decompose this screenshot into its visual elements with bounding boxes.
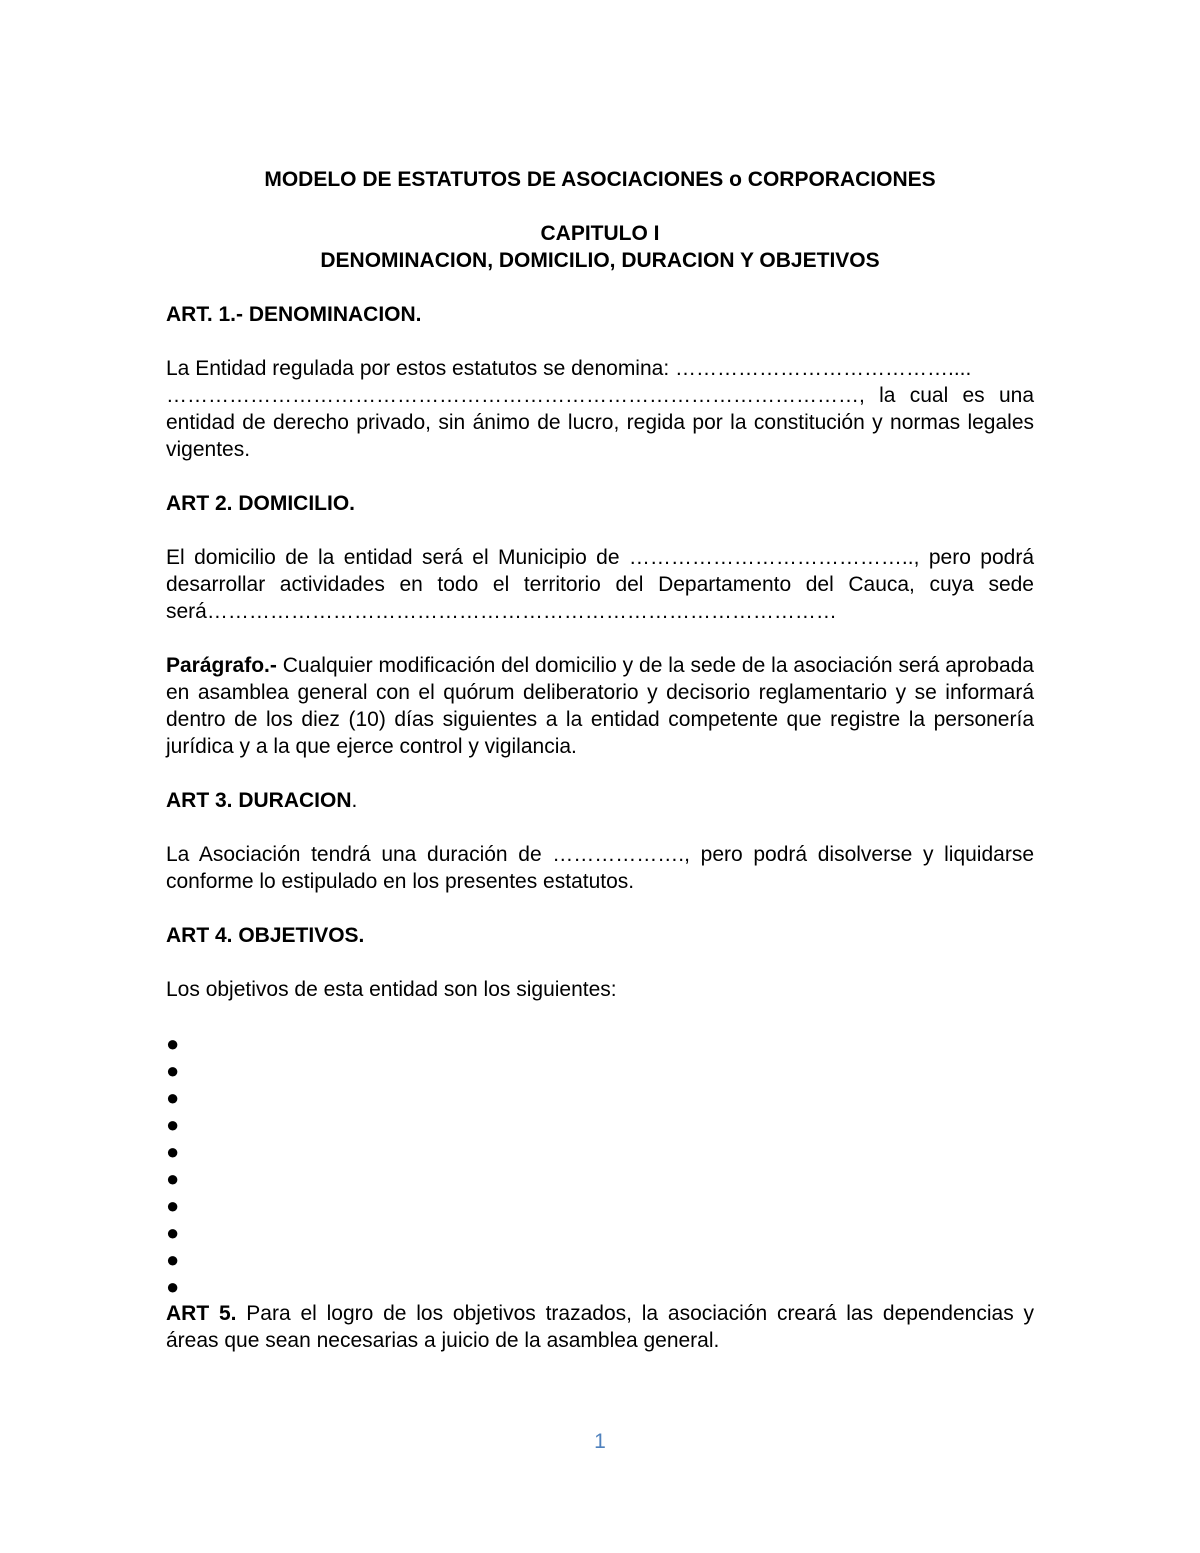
art1-heading: ART. 1.- DENOMINACION.: [166, 303, 422, 326]
art4-text: Los objetivos de esta entidad son los siguientes:: [166, 978, 617, 1001]
paragrafo-label: Parágrafo.-: [166, 654, 277, 677]
chapter-heading: [166, 220, 1034, 274]
art2-heading: ART 2. DOMICILIO.: [166, 492, 355, 515]
art1-text-line1: La Entidad regulada por estos estatutos se denomina: …………………………………....: [166, 357, 972, 380]
bullet-icon: ●: [166, 1166, 180, 1191]
document-body: [166, 166, 1034, 1354]
bullet-icon: ●: [166, 1193, 180, 1218]
document-title: MODELO DE ESTATUTOS DE ASOCIACIONES o CORPORACIONES: [264, 168, 936, 191]
art3-heading: [166, 787, 1034, 814]
bullet-icon: ●: [166, 1058, 180, 1083]
bullet-icon: ●: [166, 1247, 180, 1272]
art2-text: El domicilio de la entidad será el Municipio de ………………………………….., pero podrá desarrollar actividades en todo el territorio del Departamento del Cauca, cuya sede será………………………………………………………………………………: [166, 546, 1034, 623]
art3-text: La Asociación tendrá una duración de ………………., pero podrá disolverse y liquidarse conforme lo estipulado en los presentes estatutos.: [166, 843, 1034, 893]
objectives-list: [166, 1030, 1034, 1300]
art5-text: [166, 1300, 1034, 1354]
list-item: [166, 1111, 1034, 1138]
chapter-subtitle: DENOMINACION, DOMICILIO, DURACION Y OBJETIVOS: [320, 249, 880, 272]
list-item: [166, 1030, 1034, 1057]
list-item: [166, 1219, 1034, 1246]
list-item: [166, 1165, 1034, 1192]
chapter-label: CAPITULO I: [540, 222, 660, 245]
bullet-icon: ●: [166, 1220, 180, 1245]
art3-heading-text: ART 3. DURACION: [166, 789, 352, 812]
art4-heading: ART 4. OBJETIVOS.: [166, 924, 365, 947]
art2-paragrafo: [166, 652, 1034, 760]
bullet-icon: ●: [166, 1085, 180, 1110]
bullet-icon: ●: [166, 1031, 180, 1056]
bullet-icon: ●: [166, 1274, 180, 1299]
paragrafo-text: Cualquier modificación del domicilio y de la sede de la asociación será aprobada en asamblea general con el quórum deliberatorio y decisorio reglamentario y se informará dentro de los diez (10) días siguientes a la entidad competente que registre la personería jurídica y a la que ejerce control y vigilancia.: [166, 654, 1034, 758]
bullet-icon: ●: [166, 1112, 180, 1137]
list-item: [166, 1138, 1034, 1165]
list-item: [166, 1246, 1034, 1273]
page-number: 1: [594, 1430, 606, 1453]
list-item: [166, 1273, 1034, 1300]
bullet-icon: ●: [166, 1139, 180, 1164]
list-item: [166, 1084, 1034, 1111]
art1-text-rest: ………………………………………………………………………………………, la cual es una entidad de derecho privado, sin ánimo de lucro, regida por la constitución y normas legales vigentes.: [166, 384, 1034, 461]
art5-label: ART 5.: [166, 1302, 237, 1325]
list-item: [166, 1057, 1034, 1084]
art1-text: [166, 355, 1034, 463]
art3-heading-suffix: .: [351, 789, 358, 812]
list-item: [166, 1192, 1034, 1219]
art5-body: Para el logro de los objetivos trazados, la asociación creará las dependencias y áreas que sean necesarias a juicio de la asamblea general.: [166, 1302, 1034, 1352]
